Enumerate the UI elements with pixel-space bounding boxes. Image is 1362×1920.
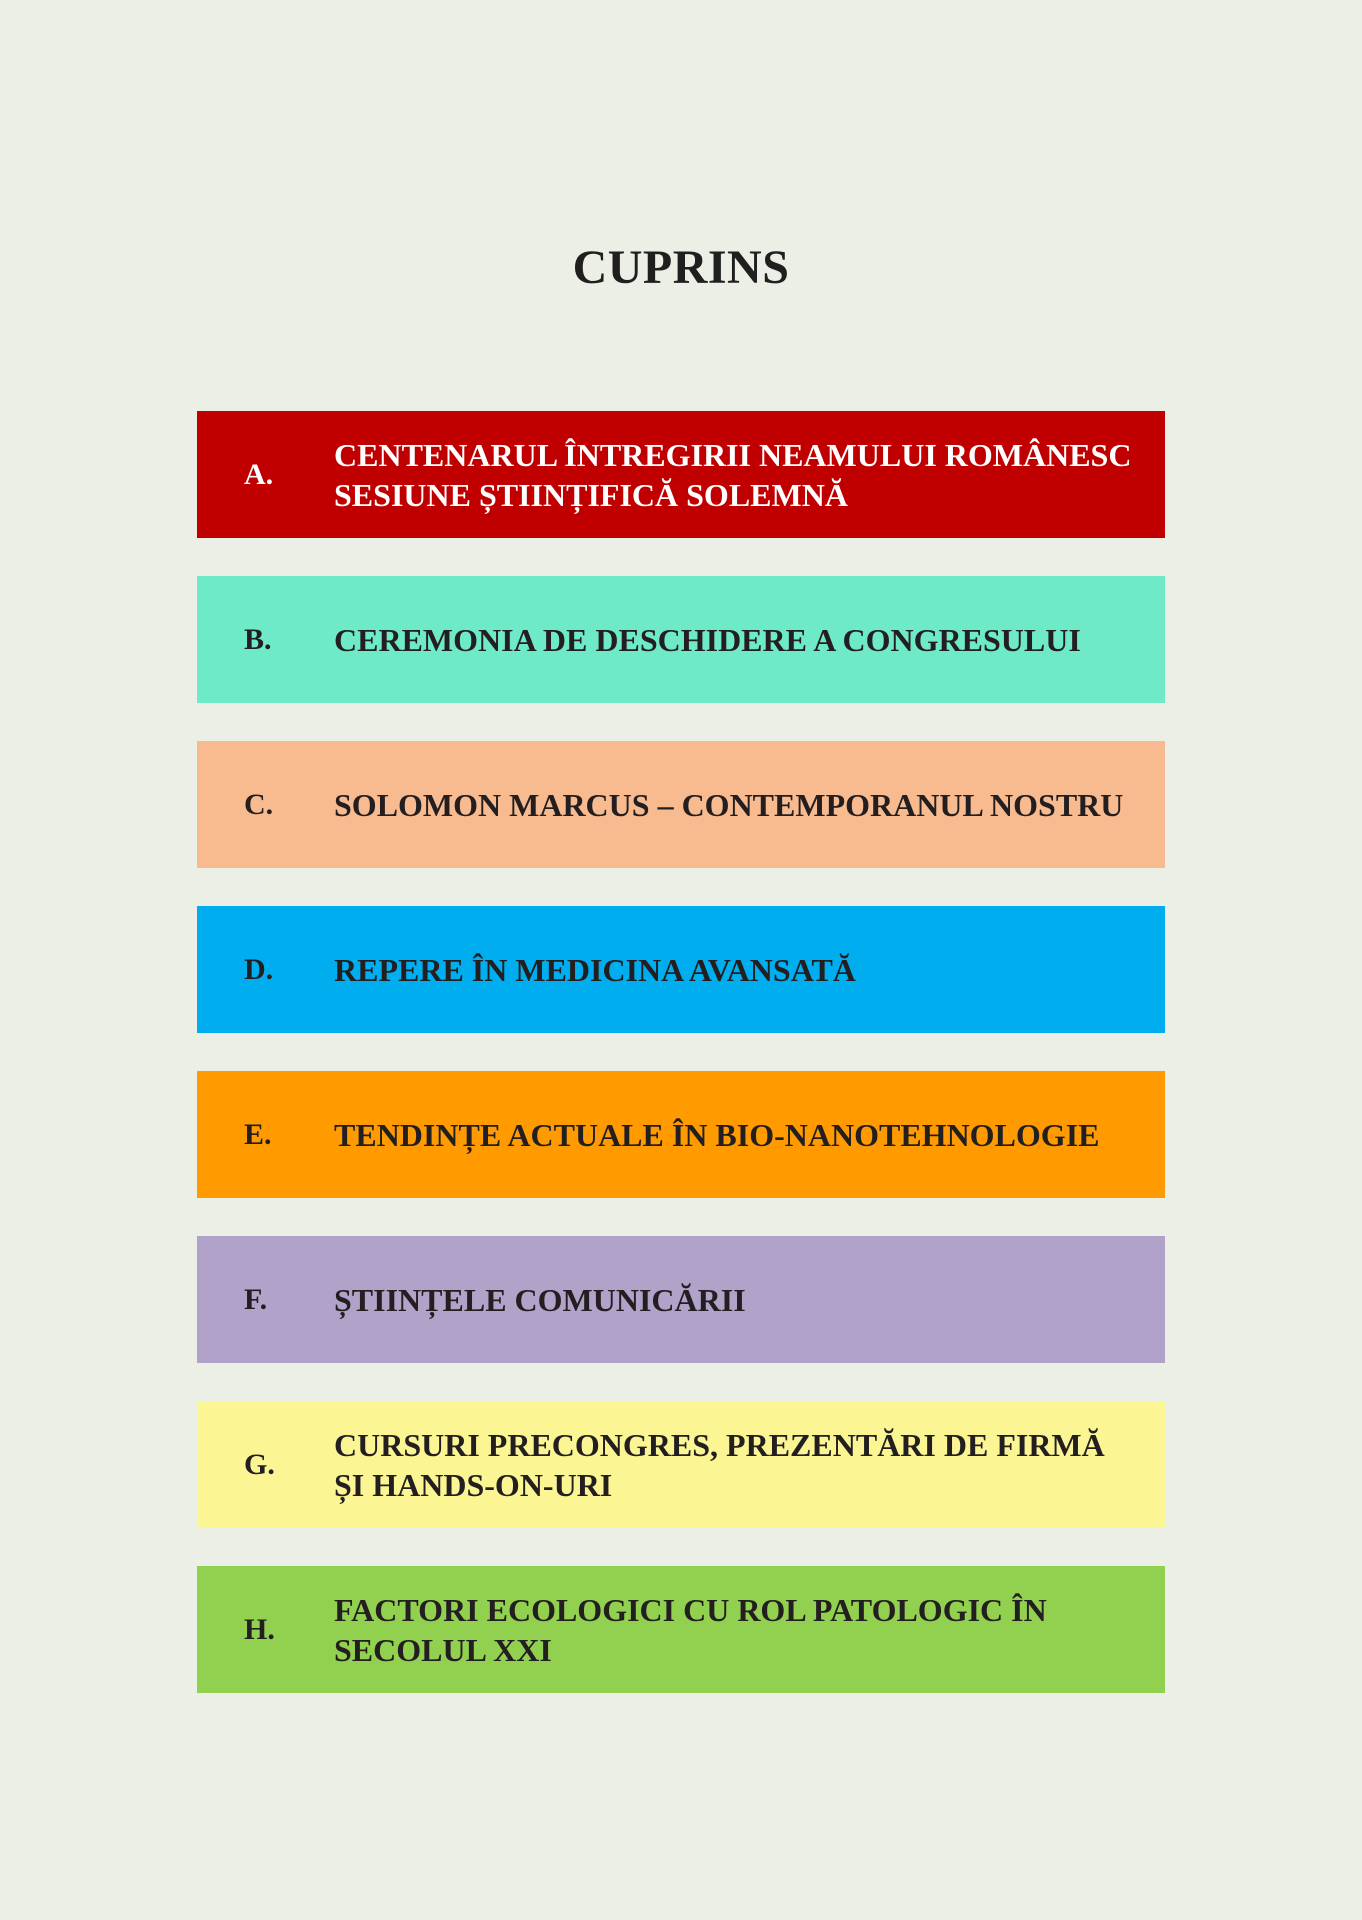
toc-entry-title <box>334 785 1155 825</box>
toc-entry-a[interactable] <box>197 411 1165 538</box>
toc-entry-letter: E. <box>244 1117 272 1151</box>
toc-entry-letter: G. <box>244 1447 275 1481</box>
toc-entry-title-line: SESIUNE ȘTIINȚIFICĂ SOLEMNĂ <box>334 476 848 513</box>
toc-entry-title <box>334 950 1155 990</box>
toc-entry-h[interactable] <box>197 1566 1165 1693</box>
toc-entry-letter: D. <box>244 952 274 986</box>
toc-entry-title-line: CENTENARUL ÎNTREGIRII NEAMULUI ROMÂNESC <box>334 436 1132 473</box>
toc-entry-title-line: CEREMONIA DE DESCHIDERE A CONGRESULUI <box>334 621 1081 658</box>
toc-entry-title-line: FACTORI ECOLOGICI CU ROL PATOLOGIC ÎN <box>334 1591 1047 1628</box>
toc-entry-title-line: REPERE ÎN MEDICINA AVANSATĂ <box>334 951 856 988</box>
toc-entry-e[interactable] <box>197 1071 1165 1198</box>
toc-entry-title-line: CURSURI PRECONGRES, PREZENTĂRI DE FIRMĂ <box>334 1426 1105 1463</box>
toc-entry-title-line: ȘTIINȚELE COMUNICĂRII <box>334 1281 746 1318</box>
toc-entry-title <box>334 1590 1155 1670</box>
toc-entry-title <box>334 1425 1155 1505</box>
toc-entry-title <box>334 620 1155 660</box>
toc-entry-d[interactable] <box>197 906 1165 1033</box>
toc-entry-title <box>334 435 1155 515</box>
toc-entry-letter: B. <box>244 622 272 656</box>
toc-entry-g[interactable] <box>197 1401 1165 1528</box>
toc-entry-letter: H. <box>244 1612 275 1646</box>
toc-entry-title-line: TENDINȚE ACTUALE ÎN BIO-NANOTEHNOLOGIE <box>334 1116 1100 1153</box>
toc-entry-title-line: SOLOMON MARCUS – CONTEMPORANUL NOSTRU <box>334 786 1124 823</box>
toc-entry-title <box>334 1280 1155 1320</box>
toc-entry-f[interactable] <box>197 1236 1165 1363</box>
toc-entry-title-line: SECOLUL XXI <box>334 1631 552 1668</box>
toc-entry-title <box>334 1115 1155 1155</box>
page-title: CUPRINS <box>572 241 790 294</box>
toc-entry-letter: A. <box>244 457 274 491</box>
toc-entry-c[interactable] <box>197 741 1165 868</box>
table-of-contents <box>197 411 1165 1731</box>
toc-entry-letter: F. <box>244 1282 268 1316</box>
toc-entry-title-line: ȘI HANDS-ON-URI <box>334 1466 613 1503</box>
toc-entry-letter: C. <box>244 787 274 821</box>
toc-entry-b[interactable] <box>197 576 1165 703</box>
